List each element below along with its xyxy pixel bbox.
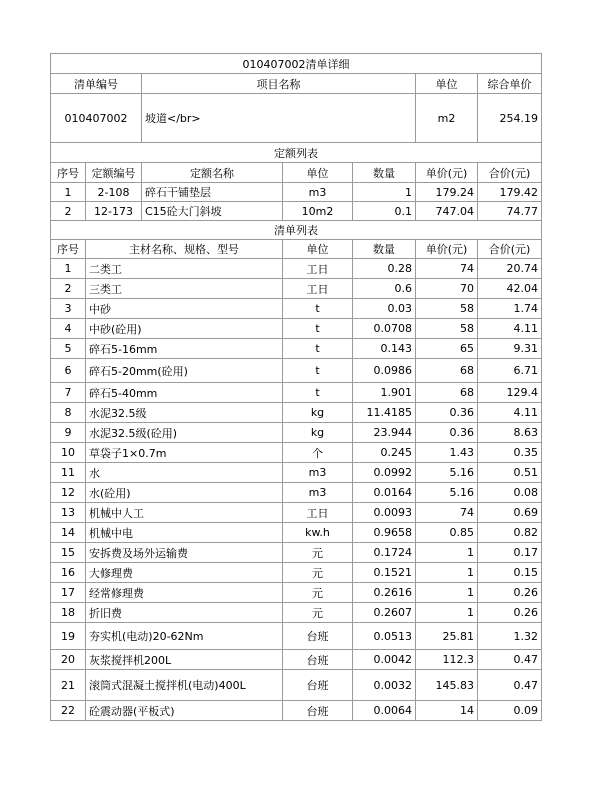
material-price: 74	[416, 259, 478, 279]
material-qty: 0.245	[353, 443, 416, 463]
material-no: 9	[51, 423, 86, 443]
material-row	[51, 383, 542, 403]
material-unit: t	[283, 383, 353, 403]
quota-code: 2-108	[86, 183, 142, 202]
materials-header-price: 单价(元)	[416, 240, 478, 259]
material-qty: 0.0032	[353, 670, 416, 701]
material-no: 19	[51, 623, 86, 650]
material-unit: 元	[283, 543, 353, 563]
material-price: 58	[416, 319, 478, 339]
material-no: 15	[51, 543, 86, 563]
material-row	[51, 463, 542, 483]
material-price: 68	[416, 359, 478, 383]
material-total: 42.04	[478, 279, 542, 299]
material-qty: 11.4185	[353, 403, 416, 423]
material-price: 58	[416, 299, 478, 319]
material-row	[51, 523, 542, 543]
material-total: 0.47	[478, 670, 542, 701]
material-row	[51, 503, 542, 523]
material-no: 4	[51, 319, 86, 339]
material-unit: 元	[283, 603, 353, 623]
material-qty: 0.6	[353, 279, 416, 299]
material-unit: 台班	[283, 670, 353, 701]
material-name: 大修理费	[86, 563, 283, 583]
material-row	[51, 339, 542, 359]
material-price: 145.83	[416, 670, 478, 701]
material-row	[51, 299, 542, 319]
material-row	[51, 423, 542, 443]
material-no: 6	[51, 359, 86, 383]
quota-header-price: 单价(元)	[416, 163, 478, 183]
material-qty: 0.9658	[353, 523, 416, 543]
quota-qty: 0.1	[353, 202, 416, 221]
material-unit: 台班	[283, 701, 353, 721]
material-qty: 0.0042	[353, 650, 416, 670]
material-name: 机械中电	[86, 523, 283, 543]
quota-total: 179.42	[478, 183, 542, 202]
material-price: 0.36	[416, 423, 478, 443]
material-total: 0.35	[478, 443, 542, 463]
bill-detail-table	[50, 53, 542, 721]
materials-header-unit: 单位	[283, 240, 353, 259]
quota-section-title: 定额列表	[51, 143, 542, 163]
quota-no: 1	[51, 183, 86, 202]
material-unit: 台班	[283, 623, 353, 650]
material-total: 0.26	[478, 583, 542, 603]
material-total: 4.11	[478, 319, 542, 339]
material-total: 8.63	[478, 423, 542, 443]
material-name: 砼震动器(平板式)	[86, 701, 283, 721]
material-unit: 工日	[283, 279, 353, 299]
material-unit: 工日	[283, 259, 353, 279]
header-code: 清单编号	[51, 74, 142, 94]
material-qty: 0.2607	[353, 603, 416, 623]
quota-qty: 1	[353, 183, 416, 202]
material-no: 12	[51, 483, 86, 503]
material-price: 5.16	[416, 483, 478, 503]
material-total: 9.31	[478, 339, 542, 359]
material-name: 中砂	[86, 299, 283, 319]
material-name: 滚筒式混凝土搅拌机(电动)400L	[86, 670, 283, 701]
material-price: 70	[416, 279, 478, 299]
material-unit: t	[283, 339, 353, 359]
material-qty: 0.0986	[353, 359, 416, 383]
material-row	[51, 319, 542, 339]
material-name: 三类工	[86, 279, 283, 299]
quota-header-code: 定额编号	[86, 163, 142, 183]
material-total: 1.74	[478, 299, 542, 319]
material-name: 草袋子1×0.7m	[86, 443, 283, 463]
material-total: 129.4	[478, 383, 542, 403]
quota-header-total: 合价(元)	[478, 163, 542, 183]
quota-header-qty: 数量	[353, 163, 416, 183]
quota-name: 碎石干铺垫层	[142, 183, 283, 202]
material-unit: m3	[283, 463, 353, 483]
material-total: 6.71	[478, 359, 542, 383]
quota-row	[51, 183, 542, 202]
material-price: 5.16	[416, 463, 478, 483]
material-no: 13	[51, 503, 86, 523]
material-unit: t	[283, 299, 353, 319]
material-row	[51, 650, 542, 670]
material-name: 水泥32.5级	[86, 403, 283, 423]
material-row	[51, 359, 542, 383]
header-price: 综合单价	[478, 74, 542, 94]
material-unit: kg	[283, 403, 353, 423]
material-qty: 0.0064	[353, 701, 416, 721]
material-unit: 台班	[283, 650, 353, 670]
material-no: 8	[51, 403, 86, 423]
material-name: 安拆费及场外运输费	[86, 543, 283, 563]
quota-header-no: 序号	[51, 163, 86, 183]
material-row	[51, 583, 542, 603]
material-name: 碎石5-40mm	[86, 383, 283, 403]
header-unit: 单位	[416, 74, 478, 94]
quota-name: C15砼大门斜坡	[142, 202, 283, 221]
material-total: 0.15	[478, 563, 542, 583]
material-row	[51, 603, 542, 623]
material-total: 0.47	[478, 650, 542, 670]
summary-name: 坡道</br>	[142, 94, 416, 143]
material-name: 夯实机(电动)20-62Nm	[86, 623, 283, 650]
material-name: 灰浆搅拌机200L	[86, 650, 283, 670]
quota-unit: 10m2	[283, 202, 353, 221]
material-unit: 个	[283, 443, 353, 463]
material-total: 1.32	[478, 623, 542, 650]
material-no: 11	[51, 463, 86, 483]
material-no: 22	[51, 701, 86, 721]
material-qty: 1.901	[353, 383, 416, 403]
material-name: 碎石5-16mm	[86, 339, 283, 359]
material-name: 水(砼用)	[86, 483, 283, 503]
material-name: 碎石5-20mm(砼用)	[86, 359, 283, 383]
quota-unit: m3	[283, 183, 353, 202]
material-qty: 0.0992	[353, 463, 416, 483]
material-no: 3	[51, 299, 86, 319]
material-price: 25.81	[416, 623, 478, 650]
material-total: 0.51	[478, 463, 542, 483]
material-qty: 0.28	[353, 259, 416, 279]
material-row	[51, 443, 542, 463]
material-name: 折旧费	[86, 603, 283, 623]
material-row	[51, 543, 542, 563]
materials-header-name: 主材名称、规格、型号	[86, 240, 283, 259]
material-qty: 0.2616	[353, 583, 416, 603]
summary-price: 254.19	[478, 94, 542, 143]
material-total: 0.17	[478, 543, 542, 563]
quota-header-name: 定额名称	[142, 163, 283, 183]
page-title: 010407002清单详细	[51, 54, 542, 74]
materials-section-title: 清单列表	[51, 221, 542, 240]
quota-header-unit: 单位	[283, 163, 353, 183]
material-unit: 元	[283, 563, 353, 583]
material-unit: 元	[283, 583, 353, 603]
material-row	[51, 279, 542, 299]
quota-no: 2	[51, 202, 86, 221]
material-no: 14	[51, 523, 86, 543]
material-price: 1	[416, 583, 478, 603]
materials-header-total: 合价(元)	[478, 240, 542, 259]
materials-header-no: 序号	[51, 240, 86, 259]
material-qty: 23.944	[353, 423, 416, 443]
material-no: 2	[51, 279, 86, 299]
material-no: 16	[51, 563, 86, 583]
material-price: 14	[416, 701, 478, 721]
material-qty: 0.1724	[353, 543, 416, 563]
material-qty: 0.0164	[353, 483, 416, 503]
material-no: 18	[51, 603, 86, 623]
material-unit: 工日	[283, 503, 353, 523]
material-row	[51, 403, 542, 423]
material-name: 机械中人工	[86, 503, 283, 523]
material-name: 二类工	[86, 259, 283, 279]
material-qty: 0.1521	[353, 563, 416, 583]
material-unit: t	[283, 359, 353, 383]
material-row	[51, 623, 542, 650]
header-name: 项目名称	[142, 74, 416, 94]
summary-unit: m2	[416, 94, 478, 143]
material-row	[51, 563, 542, 583]
material-no: 21	[51, 670, 86, 701]
material-name: 水泥32.5级(砼用)	[86, 423, 283, 443]
material-price: 65	[416, 339, 478, 359]
quota-code: 12-173	[86, 202, 142, 221]
summary-code: 010407002	[51, 94, 142, 143]
material-price: 0.36	[416, 403, 478, 423]
material-row	[51, 670, 542, 701]
material-row	[51, 483, 542, 503]
quota-price: 747.04	[416, 202, 478, 221]
material-no: 5	[51, 339, 86, 359]
material-no: 7	[51, 383, 86, 403]
material-qty: 0.0708	[353, 319, 416, 339]
quota-price: 179.24	[416, 183, 478, 202]
material-total: 0.09	[478, 701, 542, 721]
material-qty: 0.0093	[353, 503, 416, 523]
material-price: 0.85	[416, 523, 478, 543]
material-row	[51, 259, 542, 279]
material-price: 1	[416, 603, 478, 623]
material-name: 经常修理费	[86, 583, 283, 603]
material-unit: m3	[283, 483, 353, 503]
materials-header-qty: 数量	[353, 240, 416, 259]
quota-total: 74.77	[478, 202, 542, 221]
material-qty: 0.0513	[353, 623, 416, 650]
material-no: 17	[51, 583, 86, 603]
material-name: 水	[86, 463, 283, 483]
material-no: 1	[51, 259, 86, 279]
material-total: 4.11	[478, 403, 542, 423]
material-total: 0.26	[478, 603, 542, 623]
material-total: 0.69	[478, 503, 542, 523]
material-price: 68	[416, 383, 478, 403]
material-unit: kw.h	[283, 523, 353, 543]
material-no: 20	[51, 650, 86, 670]
material-no: 10	[51, 443, 86, 463]
material-unit: kg	[283, 423, 353, 443]
material-row	[51, 701, 542, 721]
material-unit: t	[283, 319, 353, 339]
material-qty: 0.03	[353, 299, 416, 319]
material-qty: 0.143	[353, 339, 416, 359]
material-price: 1	[416, 543, 478, 563]
material-price: 74	[416, 503, 478, 523]
material-name: 中砂(砼用)	[86, 319, 283, 339]
material-total: 20.74	[478, 259, 542, 279]
material-price: 1	[416, 563, 478, 583]
material-price: 112.3	[416, 650, 478, 670]
material-total: 0.82	[478, 523, 542, 543]
quota-row	[51, 202, 542, 221]
material-total: 0.08	[478, 483, 542, 503]
material-price: 1.43	[416, 443, 478, 463]
